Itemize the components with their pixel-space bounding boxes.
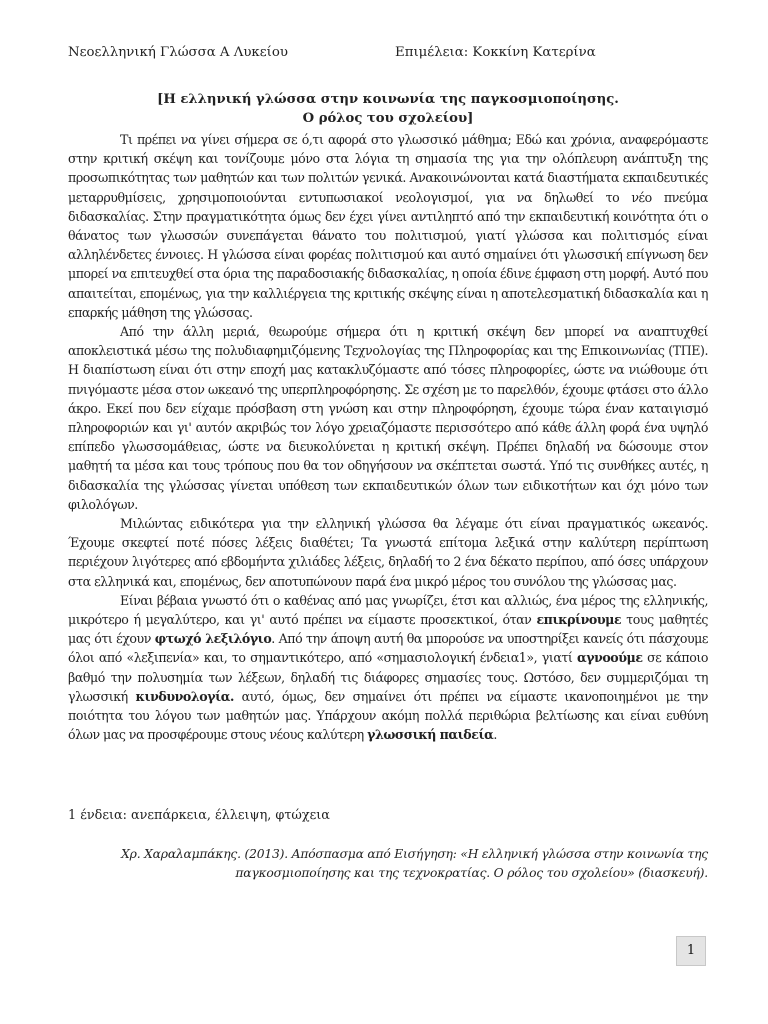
paragraph-4-text: τους μαθητές μας ότι έχουν <box>68 612 708 647</box>
title-line-2: Ο ρόλος του σχολείου] <box>302 111 474 126</box>
paragraph-3: Μιλώντας ειδικότερα για την ελληνική γλώσσα θα λέγαμε ότι είναι πραγματικός ωκεανός. Έχουμε σκεφτεί ποτέ πόσες λέξεις διαθέτει; Τα γνωστά επίτομα λεξικά στην καλύτερη περίπτωση περιέχουν λιγότερες από εβδομήντα χιλιάδες λέξεις, δηλαδή το 2 ένα δέκατο περίπου, από όσες υπάρχουν στα ελληνικά και, επομένως, δεν αποτυπώνουν παρά ένα μικρό μέρος του συνόλου της γλώσσας μας. <box>68 516 708 589</box>
bold-term-alarmism: κινδυνολογία. <box>135 688 234 704</box>
header-course-title: Νεοελληνική Γλώσσα Α Λυκείου <box>68 45 288 60</box>
bold-term-ignore: αγνοούμε <box>576 650 643 666</box>
header-editor: Επιμέλεια: Κοκκίνη Κατερίνα <box>395 45 596 60</box>
bold-term-language-education: γλωσσική παιδεία <box>367 727 494 743</box>
page-number: 1 <box>676 936 706 966</box>
page-header <box>68 45 708 65</box>
paragraph-1: Τι πρέπει να γίνει σήμερα σε ό,τι αφορά στο γλωσσικό μάθημα; Εδώ και χρόνια, αναφερόμαστε στην κριτική σκέψη και τονίζουμε μόνο στα λόγια τη σημασία της για την ολόπλευρη ανάπτυξη της προσωπικότητας των μαθητών και των πολιτών γενικά. Ανακοινώνονται κατά διαστήματα εκπαιδευτικές μεταρρυθμίσεις, χρησιμοποιούνται εντυπωσιακοί νεολογισμοί, για να δηλωθεί το νέο πνεύμα διδασκαλίας. Στην πραγματικότητα όμως δεν έχει γίνει αντιληπτό από την εκπαιδευτική κοινότητα ότι ο θάνατος των γλωσσών συνεπάγεται θάνατο του πολιτισμού, γιατί γλώσσα και πολιτισμός είναι αλληλένδετες έννοιες. Η γλώσσα είναι φορέας πολιτισμού και αυτό σημαίνει ότι γλωσσική επίγνωση δεν μπορεί να επιτευχθεί στα όρια της παραδοσιακής διδασκαλίας, η οποία έδινε έμφαση στη μορφή. Αυτό που απαιτείται, επομένως, για την καλλιέργεια της κριτικής σκέψης είναι η αποτελεσματική διδασκαλία και η επαρκής μάθηση της γλώσσας. <box>68 132 708 320</box>
bold-term-poor-vocabulary: φτωχό λεξιλόγιο <box>154 631 272 647</box>
paragraph-4-text: . Από την άποψη αυτή θα μπορούσε να υποστηρίξει κανείς ότι πάσχουμε όλοι από «λεξιπενία» και, το σημαντικότερο, από «σημασιολογική ένδεια1», γιατί <box>68 631 708 666</box>
title-line-1: [Η ελληνική γλώσσα στην κοινωνία της παγκοσμιοποίησης. <box>157 92 619 107</box>
paragraph-4-text: σε κάποιο βαθμό την πολυσημία των λέξεων, δηλαδή τις διάφορες σημασίες τους. Ωστόσο, δεν συμμεριζόμαι τη γλωσσική <box>68 650 708 704</box>
citation-line-1: Χρ. Χαραλαμπάκης. (2013). Απόσπασμα από Εισήγηση: «Η ελληνική γλώσσα στην κοινωνία της <box>121 847 708 861</box>
footnote: 1 ένδεια: ανεπάρκεια, έλλειψη, φτώχεια <box>68 808 330 823</box>
paragraph-2: Από την άλλη μεριά, θεωρούμε σήμερα ότι η κριτική σκέψη δεν μπορεί να αναπτυχθεί αποκλειστικά μέσω της πολυδιαφημιζόμενης Τεχνολογίας της Πληροφορίας και της Επικοινωνίας (ΤΠΕ). Η διαπίστωση είναι ότι στην εποχή μας κατακλυζόμαστε από τόσες πληροφορίες, ώστε να νιώθουμε ότι πνιγόμαστε μέσα στον ωκεανό της υπερπληροφόρησης. Σε σχέση με το παρελθόν, έχουμε φτάσει στο άλλο άκρο. Εκεί που δεν είχαμε πρόσβαση στη γνώση και στην πληροφόρηση, έχουμε τώρα έναν καταιγισμό πληροφοριών και γι' αυτόν ακριβώς τον λόγο χρειαζόμαστε περισσότερο από κάθε άλλη φορά ένα υψηλό επίπεδο γλωσσομάθειας, ώστε να διευκολύνεται η κριτική σκέψη. Πρέπει δηλαδή να δώσουμε στον μαθητή τα μέσα και τους τρόπους που θα τον οδηγήσουν να σκέπτεται σωστά. Υπό τις συνθήκες αυτές, η διδασκαλία της γλώσσας γίνεται υπόθεση των εκπαιδευτικών όλων των ειδικοτήτων και όχι μόνο των φιλολόγων. <box>68 324 708 512</box>
document-title <box>68 90 708 128</box>
source-citation <box>68 845 708 883</box>
paragraph-4 <box>68 591 708 745</box>
paragraph-4-text: . <box>493 727 497 743</box>
paragraph-4-text: Είναι βέβαια γνωστό ότι ο καθένας από μας γνωρίζει, έτσι και αλλιώς, ένα μέρος της ελληνικής, μικρότερο ή μεγαλύτερο, και γι' αυτό πρέπει να είμαστε προσεκτικοί, όταν <box>68 592 708 628</box>
bold-term-criticize: επικρίνουμε <box>536 612 622 628</box>
citation-line-2: παγκοσμιοποίησης και της τεχνοκρατίας. Ο ρόλος του σχολείου» (διασκευή). <box>235 866 708 880</box>
body-text <box>68 130 708 745</box>
paragraph-4-text: αυτό, όμως, δεν σημαίνει ότι πρέπει να είμαστε ικανοποιημένοι με την ποιότητα του λόγου των μαθητών μας. Υπάρχουν ακόμη πολλά περιθώρια βελτίωσης και είναι ευθύνη όλων μας να προσφέρουμε στους νέους καλύτερη <box>68 688 708 743</box>
